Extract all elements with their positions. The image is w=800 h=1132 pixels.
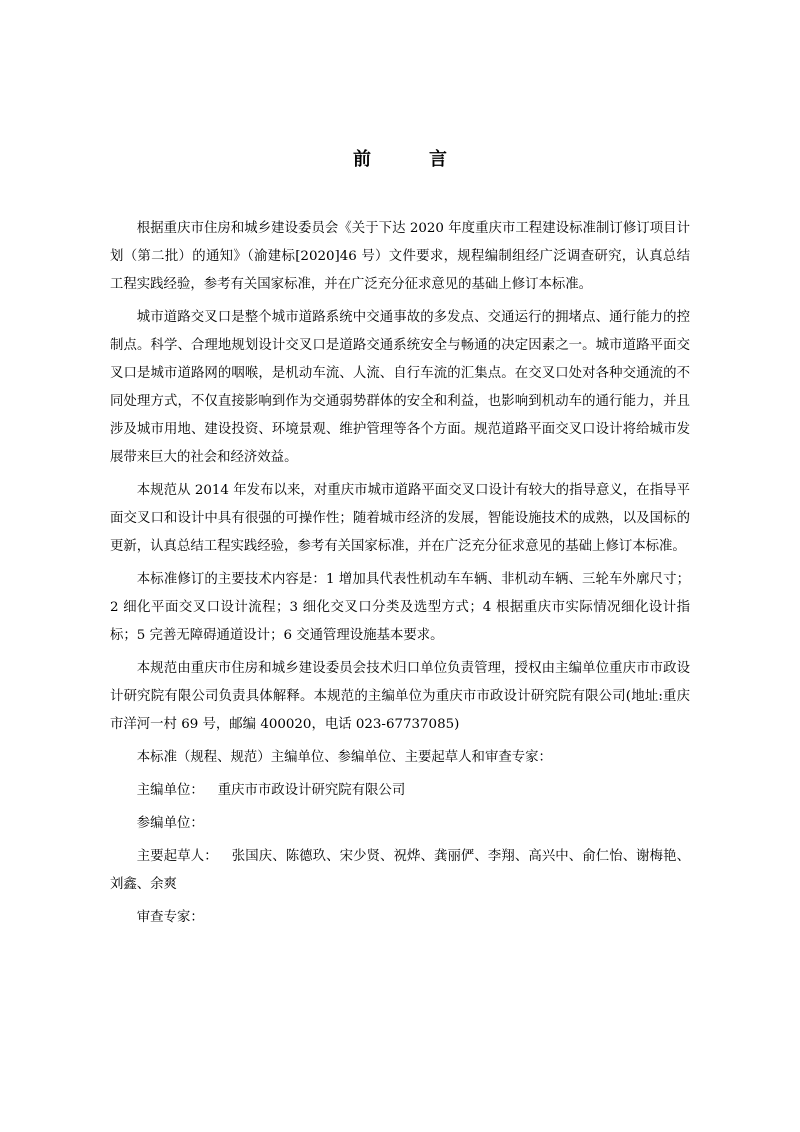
paragraph-revision-reason: 本规范从 2014 年发布以来，对重庆市城市道路平面交叉口设计有较大的指导意义，在指导平面交叉口和设计中具有很强的可操作性；随着城市经济的发展，智能设施技术的成熟，以及国标的更新，认真总结工程实践经验，参考有关国家标准，并在广泛充分征求意见的基础上修订本标准。	[110, 483, 690, 554]
paragraph-background: 城市道路交叉口是整个城市道路系统中交通事故的多发点、交通运行的拥堵点、通行能力的控制点。科学、合理地规划设计交叉口是道路交通系统安全与畅通的决定因素之一。城市道路平面交叉口是城市道路网的咽喉，是机动车流、人流、自行车流的汇集点。在交叉口处对各种交通流的不同处理方式，不仅直接影响到作为交通弱势群体的安全和利益，也影响到机动车的通行能力，并且涉及城市用地、建设投资、环境景观、维护管理等各个方面。规范道路平面交叉口设计将给城市发展带来巨大的社会和经济效益。	[110, 310, 690, 465]
drafters-line	[110, 843, 690, 899]
document-body	[110, 215, 690, 937]
paragraph-basis: 根据重庆市住房和城乡建设委员会《关于下达 2020 年度重庆市工程建设标准制订修订项目计划（第二批）的通知》（渝建标[2020]46 号）文件要求，规程编制组经广泛调查研究，认真总结工程实践经验，参考有关国家标准，并在广泛充分征求意见的基础上修订本标准。	[110, 221, 690, 292]
reviewers-line	[110, 904, 690, 932]
participating-unit-line	[110, 810, 690, 838]
paragraph-credits-intro: 本标准（规程、规范）主编单位、参编单位、主要起草人和审查专家：	[136, 750, 552, 765]
chief-unit-line	[110, 777, 690, 805]
participating-unit-label: 参编单位：	[136, 816, 204, 831]
reviewers-label: 审查专家：	[136, 910, 204, 925]
drafters-value: 张国庆、陈德玖、宋少贤、祝烨、龚丽俨、李翔、高兴中、俞仁怡、谢梅艳、刘鑫、余爽	[110, 849, 691, 892]
chief-unit-value: 重庆市市政设计研究院有限公司	[217, 783, 406, 798]
drafters-label: 主要起草人：	[136, 849, 218, 864]
paragraph-main-changes: 本标准修订的主要技术内容是：1 增加具代表性机动车车辆、非机动车辆、三轮车外廓尺寸；2 细化平面交叉口设计流程；3 细化交叉口分类及选型方式；4 根据重庆市实际情况细化设计指标；5 完善无障碍通道设计；6 交通管理设施基本要求。	[110, 572, 690, 643]
paragraph-management: 本规范由重庆市住房和城乡建设委员会技术归口单位负责管理，授权由主编单位重庆市市政设计研究院有限公司负责具体解释。本规范的主编单位为重庆市市政设计研究院有限公司(地址:重庆市洋河一村 69 号，邮编 400020，电话 023-67737085)	[110, 661, 690, 732]
page-title: 前 言	[353, 149, 467, 170]
chief-unit-label: 主编单位：	[136, 783, 204, 798]
